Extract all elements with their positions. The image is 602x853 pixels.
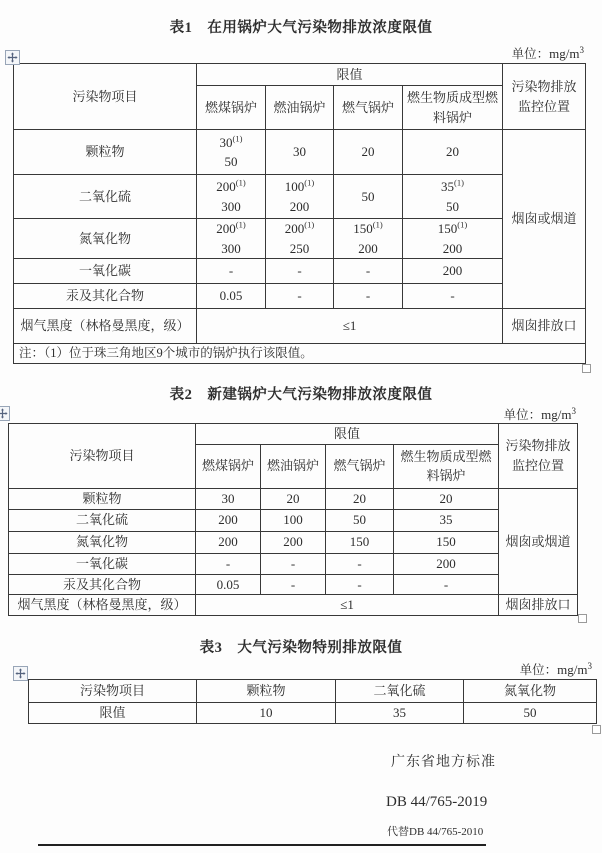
limit-value: ≤1 — [196, 595, 499, 616]
table1-number: 表1 — [169, 20, 193, 36]
header-pollutant-name: 颗粒物 — [197, 680, 336, 703]
unit-value: mg/m — [549, 46, 580, 61]
pollutant-name: 二氧化硫 — [14, 175, 197, 219]
table2-title-text: 新建锅炉大气污染物排放浓度限值 — [207, 387, 433, 403]
monitor-location-value: 烟囱或烟道 — [503, 130, 586, 309]
limit-value: 200$^{(1)}$ 300 — [197, 219, 266, 259]
limit-value: 200 — [394, 553, 499, 574]
pollutant-name: 氮氧化物 — [9, 531, 196, 553]
footnote-marker: (1) — [235, 219, 246, 230]
limit-value: - — [197, 259, 266, 284]
limit-value: 30$^{(1)}$ 50 — [197, 130, 266, 175]
limit-value: 35 — [336, 703, 464, 724]
footnote-marker: (1) — [372, 219, 383, 230]
pollutant-name: 二氧化硫 — [9, 509, 196, 531]
monitor-location-value: 烟囱排放口 — [503, 309, 586, 344]
limit-value: - — [266, 259, 334, 284]
pollutant-name: 汞及其化合物 — [9, 574, 196, 595]
table2-title — [0, 383, 602, 404]
header-pollutant-item: 污染物项目 — [9, 424, 196, 489]
unit-prefix: 单位： — [511, 47, 550, 61]
table-resize-handle-icon[interactable] — [592, 725, 601, 734]
four-way-arrow-icon — [7, 52, 18, 63]
limit-value: 100 — [261, 509, 326, 531]
limit-value: 200 — [196, 531, 261, 553]
emission-limit-table-inuse — [13, 63, 586, 364]
unit-value: mg/m — [557, 662, 588, 677]
limit-value: 20 — [334, 130, 403, 175]
unit-prefix: 单位： — [503, 408, 542, 422]
limit-value: 150$^{(1)}$ 200 — [403, 219, 503, 259]
limit-value: - — [403, 284, 503, 309]
table-row — [9, 531, 578, 553]
header-pollutant-name: 二氧化硫 — [336, 680, 464, 703]
table-row — [9, 488, 578, 509]
limit-value: 10 — [197, 703, 336, 724]
pollutant-name: 一氧化碳 — [9, 553, 196, 574]
table-row — [14, 175, 586, 219]
header-boiler-type: 燃煤锅炉 — [197, 86, 266, 130]
footnote-marker: (1) — [232, 133, 243, 144]
table-move-handle-icon[interactable] — [13, 666, 28, 681]
limit-value: 20 — [326, 488, 394, 509]
limit-value: - — [196, 553, 261, 574]
header-pollutant-name: 氮氧化物 — [464, 680, 597, 703]
table-row — [14, 284, 586, 309]
table-move-handle-icon[interactable] — [5, 50, 20, 65]
table-move-handle-icon[interactable] — [0, 406, 10, 421]
limit-value: 30 — [196, 488, 261, 509]
unit-prefix: 单位： — [519, 663, 558, 677]
limit-value: 50 — [326, 509, 394, 531]
table-row — [9, 424, 578, 445]
table3-title-text: 大气污染物特别排放限值 — [237, 640, 403, 656]
table2-number: 表2 — [169, 387, 193, 403]
header-boiler-type: 燃煤锅炉 — [196, 444, 261, 488]
header-limit: 限值 — [196, 424, 499, 445]
table1-title-text: 在用锅炉大气污染物排放浓度限值 — [207, 20, 433, 36]
table-row — [14, 309, 586, 344]
header-monitor-location: 污染物排放 监控位置 — [499, 424, 578, 489]
table-resize-handle-icon[interactable] — [582, 364, 591, 373]
table-row — [14, 64, 586, 86]
table1-unit — [512, 44, 584, 62]
footer-divider — [38, 844, 486, 846]
unit-exponent: 3 — [571, 405, 576, 416]
table-row — [14, 130, 586, 175]
footnote-marker: (1) — [457, 219, 468, 230]
limit-value: 150 — [326, 531, 394, 553]
limit-value: 0.05 — [196, 574, 261, 595]
header-pollutant-item: 污染物项目 — [29, 680, 197, 703]
table-row — [14, 219, 586, 259]
unit-value: mg/m — [541, 407, 572, 422]
header-monitor-location: 污染物排放 监控位置 — [503, 64, 586, 130]
special-emission-limit-table — [28, 679, 597, 724]
four-way-arrow-icon — [0, 408, 8, 419]
limit-value: 30 — [266, 130, 334, 175]
table-row — [9, 574, 578, 595]
table3-number: 表3 — [199, 640, 223, 656]
table1-title — [0, 16, 602, 37]
limit-value: 150$^{(1)}$ 200 — [334, 219, 403, 259]
limit-value: 200$^{(1)}$ 300 — [197, 175, 266, 219]
pollutant-name: 颗粒物 — [14, 130, 197, 175]
limit-value: - — [326, 553, 394, 574]
limit-value: 50 — [334, 175, 403, 219]
monitor-location-value: 烟囱或烟道 — [499, 488, 578, 595]
limit-value: 200 — [261, 531, 326, 553]
header-pollutant-item: 污染物项目 — [14, 64, 197, 130]
standard-replaces: 代替DB 44/765-2010 — [387, 826, 484, 838]
table-row — [14, 259, 586, 284]
header-boiler-type: 燃油锅炉 — [261, 444, 326, 488]
standard-org: 广东省地方标准 — [391, 755, 496, 770]
table3-unit — [520, 660, 592, 678]
limit-value: - — [394, 574, 499, 595]
table-row — [9, 553, 578, 574]
limit-value: 200 — [403, 259, 503, 284]
limit-value: 20 — [403, 130, 503, 175]
table-row — [29, 680, 597, 703]
footnote-marker: (1) — [235, 177, 246, 188]
limit-value: 100$^{(1)}$ 200 — [266, 175, 334, 219]
table-row — [9, 595, 578, 616]
table-row — [29, 703, 597, 724]
limit-value: 50 — [464, 703, 597, 724]
header-limit: 限值 — [197, 64, 503, 86]
table-row — [9, 509, 578, 531]
footnote-marker: (1) — [454, 177, 464, 188]
limit-value: - — [334, 259, 403, 284]
four-way-arrow-icon — [15, 668, 26, 679]
limit-value: 0.05 — [197, 284, 266, 309]
table3-title — [0, 636, 602, 657]
limit-value: 20 — [394, 488, 499, 509]
table-note: 注：（1）位于珠三角地区9个城市的锅炉执行该限值。 — [14, 344, 586, 364]
header-boiler-type: 燃气锅炉 — [334, 86, 403, 130]
limit-value: ≤1 — [197, 309, 503, 344]
limit-value: 35$^{(1)}$ 50 — [403, 175, 503, 219]
header-boiler-type: 燃油锅炉 — [266, 86, 334, 130]
pollutant-name: 氮氧化物 — [14, 219, 197, 259]
limit-value: 200 — [196, 509, 261, 531]
limit-value: 20 — [261, 488, 326, 509]
emission-limit-table-new — [8, 423, 578, 616]
table2-unit — [504, 405, 576, 423]
limit-value: 200$^{(1)}$ 250 — [266, 219, 334, 259]
table-row — [14, 344, 586, 364]
table-resize-handle-icon[interactable] — [578, 614, 587, 623]
standard-number: DB 44/765-2019 — [386, 794, 488, 810]
header-boiler-type: 燃生物质成型燃 料锅炉 — [394, 444, 499, 488]
pollutant-name: 一氧化碳 — [14, 259, 197, 284]
limit-value: - — [266, 284, 334, 309]
monitor-location-value: 烟囱排放口 — [499, 595, 578, 616]
limit-value: - — [261, 574, 326, 595]
limit-value: - — [334, 284, 403, 309]
footnote-marker: (1) — [304, 177, 315, 188]
unit-exponent: 3 — [587, 660, 592, 671]
footnote-marker: (1) — [304, 219, 315, 230]
limit-value: 35 — [394, 509, 499, 531]
limit-value: - — [326, 574, 394, 595]
limit-value: - — [261, 553, 326, 574]
pollutant-name: 烟气黑度（林格曼黑度，级） — [14, 309, 197, 344]
header-boiler-type: 燃生物质成型燃 料锅炉 — [403, 86, 503, 130]
limit-value: 150 — [394, 531, 499, 553]
header-boiler-type: 燃气锅炉 — [326, 444, 394, 488]
unit-exponent: 3 — [579, 44, 584, 55]
pollutant-name: 汞及其化合物 — [14, 284, 197, 309]
pollutant-name: 烟气黑度（林格曼黑度，级） — [9, 595, 196, 616]
row-label-limit: 限值 — [29, 703, 197, 724]
pollutant-name: 颗粒物 — [9, 488, 196, 509]
